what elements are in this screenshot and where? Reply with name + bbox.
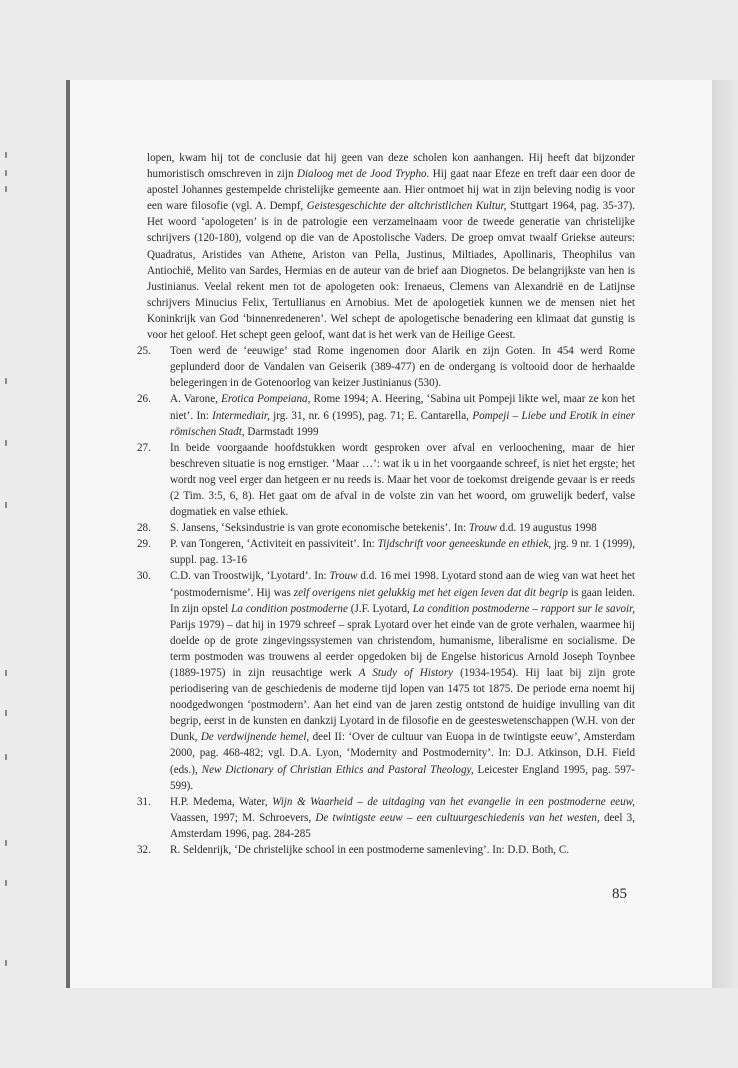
scan-margin-marks <box>5 150 9 970</box>
footnote-number: 30. <box>137 570 151 583</box>
text-run: Parijs 1979) – dat hij in 1979 schreef – sprak Lyotard over het einde van de grote verhalen, waarmee hij doelde op de grote zingevingssystemen van christendom, humanisme, liberalisme en socialisme. De term postmoden was trouwens al eerder opgedoken bij de Engelse historicus Arnold Joseph Toynbee (1889-1975) in zijn reusachtige werk <box>170 618 635 679</box>
continued-footnote-paragraph <box>137 150 635 343</box>
footnote-number: 26. <box>137 393 151 406</box>
page-edge-shadow <box>712 80 738 988</box>
italic-text-run: Geistesgeschichte der altchristlichen Kultur, <box>306 200 507 213</box>
italic-text-run: Dialoog met de Jood Trypho. <box>296 168 430 181</box>
italic-text-run: Intermediair, <box>212 409 270 422</box>
text-run: jrg. 31, nr. 6 (1995), pag. 71; E. Cantarella, <box>269 409 473 422</box>
text-run: S. Jansens, ‘Seksindustrie is van grote economische betekenis’. In: <box>170 522 469 535</box>
text-run: (1934-1954). Hij laat bij zijn grote periodisering van de geschiedenis de moderne tijd lopen van 1475 tot 1875. De periode erna noemt hij noodgedwongen ‘postmodern’. Aan het eind van de jaren zestig ontstond de huidige invulling van dit begrip, eerst in de kunsten en dankzij Lyotard in de filosofie en de geesteswetenschappen (W.H. von der Dunk, <box>170 667 635 744</box>
page-gutter-line <box>66 80 70 988</box>
italic-text-run: Erotica Pompeiana, <box>221 393 311 406</box>
text-run: Rome 1994; A. Heering, ‘Sabina uit Pompeji likte wel, maar ze kon het niet’. In: <box>170 393 635 422</box>
text-run: jrg. 9 nr. 1 (1999), suppl. pag. 13-16 <box>170 538 635 567</box>
footnote-item <box>137 536 635 568</box>
text-run: A. Varone, <box>170 393 222 406</box>
footnote-list <box>137 343 635 858</box>
text-run: d.d. 19 augustus 1998 <box>496 522 597 535</box>
italic-text-run: New Dictionary of Christian Ethics and Pastoral Theology, <box>201 763 474 776</box>
footnote-number: 28. <box>137 522 151 535</box>
footnote-item <box>137 794 635 842</box>
italic-text-run: Pompeji – Liebe und Erotik in einer römischen Stadt, <box>170 409 636 438</box>
footnote-text <box>170 794 635 842</box>
italic-text-run: zelf overigens niet gelukkig met het eigen leven dat dit begrip <box>293 586 568 599</box>
italic-text-run: La condition postmoderne – rapport sur le savoir, <box>412 602 635 615</box>
text-run: is gaan leiden. In zijn opstel <box>170 586 636 615</box>
footnote-text <box>170 520 635 536</box>
italic-text-run: De twintigste eeuw – een cultuurgeschiedenis van het westen, <box>315 811 600 824</box>
text-run: Hij gaat naar Efeze en treft daar een door de apostel Johannes gestempelde christelijke gemeente aan. Hier ontmoet hij wat in zijn beleving nodig is voor een ware filosofie (vgl. A. Dempf, <box>147 168 635 213</box>
italic-text-run: De verdwijnende hemel, <box>200 731 310 744</box>
text-run: deel II: ‘Over de cultuur van Euopa in de twintigste eeuw’, Amsterdam 2000, pag. 468-482; vgl. D.A. Lyon, ‘Modernity and Postmodernity’. In: D.J. Atkinson, D.H. Field (eds.), <box>170 731 635 776</box>
text-run: H.P. Medema, Water, <box>170 795 273 808</box>
text-run: P. van Tongeren, ‘Activiteit en passiviteit’. In: <box>170 538 378 551</box>
text-run: R. Seldenrijk, ‘De christelijke school in een postmoderne samenleving’. In: D.D. Both, C. <box>170 844 569 857</box>
footnote-item <box>137 391 635 439</box>
text-run: Leicester England 1995, pag. 597-599). <box>170 763 635 792</box>
footnote-number: 32. <box>137 844 151 857</box>
italic-text-run: Tijdschrift voor geneeskunde en ethiek, <box>377 538 552 551</box>
italic-text-run: Wijn & Waarheid – de uitdaging van het evangelie in een postmoderne eeuw, <box>272 795 635 808</box>
text-run: Stuttgart 1964, pag. 35-37). Het woord ‘apologeten’ is in de patrologie een verzamelnaam voor de tweede generatie van christelijke schrijvers (120-180), volgend op die van de Apostolische Vaders. De groep omvat twaalf Griekse auteurs: Quadratus, Aristides van Athene, Ariston van Pella, Justinus, Miltiades, Apollinaris, Theophilus van Antiochië, Melito van Sardes, Hermias en de auteur van de brief aan Diognetos. De belangrijkste van hen is Justinianus. Veelal rekent men tot de apologeten ook: Irenaeus, Clemens van Alexandrië en de Latijnse schrijvers Minucius Felix, Tertullianus en Arnobius. Met de apologetiek kunnen we de mensen niet het Koninkrijk van God ‘binnenredeneren’. Wel schept de apologetische benadering een klimaat dat gunstig is voor het geloof. Het schept geen geloof, want dat is het werk van de Heilige Geest. <box>147 200 635 342</box>
footnote-number: 27. <box>137 441 151 454</box>
footnote-text <box>170 568 635 793</box>
footnote-number: 31. <box>137 795 151 808</box>
text-run: Toen werd de ‘eeuwige’ stad Rome ingenomen door Alarik en zijn Goten. In 454 werd Rome geplunderd door de Vandalen van Geiserik (389-477) en de ondergang is voltooid door de herhaalde belegeringen in de Gotenoorlog van keizer Justinianus (530). <box>170 345 635 390</box>
footnote-text <box>170 440 635 520</box>
text-run: In beide voorgaande hoofdstukken wordt gesproken over afval en verloochening, maar de hier beschreven situatie is nog ernstiger. ‘Maar …’: wat ik u in het voorgaande schreef, is niet het ergste; het wordt nog veel erger dan hetgeen er nu reeds is. Maar het voor de toekomst dreigende gevaar is er reeds (2 Tim. 3:5, 6, 8). Het gaat om de afval in de volste zin van het woord, om gruwelijk bederf, valse dogmatiek en valse ethiek. <box>170 441 635 519</box>
footnote-text <box>170 391 635 439</box>
footnote-item <box>137 440 635 520</box>
italic-text-run: A Study of History <box>358 667 454 679</box>
italic-text-run: Trouw <box>468 522 497 535</box>
italic-text-run: Trouw <box>329 570 358 583</box>
footnote-item <box>137 343 635 391</box>
text-run: (J.F. Lyotard, <box>347 602 413 615</box>
footnote-text <box>170 343 635 391</box>
page-number: 85 <box>612 886 627 902</box>
italic-text-run: La condition postmoderne <box>231 602 348 615</box>
text-run: lopen, kwam hij tot de conclusie dat hij geen van deze scholen kon aanhangen. Hij heeft dat bijzonder humoristisch omschreven in zijn <box>147 152 635 181</box>
footnote-text <box>170 842 635 858</box>
footnote-item <box>137 842 635 858</box>
footnote-text <box>170 536 635 568</box>
text-run: deel 3, Amsterdam 1996, pag. 284-285 <box>170 811 635 840</box>
text-run: Vaassen, 1997; M. Schroevers, <box>170 811 316 824</box>
text-run: d.d. 16 mei 1998. Lyotard stond aan de wieg van wat heet het ‘postmodernisme’. Hij was <box>170 570 635 599</box>
footnotes-block <box>137 150 635 858</box>
footnote-number: 25. <box>137 345 151 358</box>
footnote-item <box>137 520 635 536</box>
footnote-item <box>137 568 635 793</box>
text-run: C.D. van Troostwijk, ‘Lyotard’. In: <box>170 570 330 583</box>
footnote-number: 29. <box>137 538 151 551</box>
text-run: Darmstadt 1999 <box>244 425 319 438</box>
